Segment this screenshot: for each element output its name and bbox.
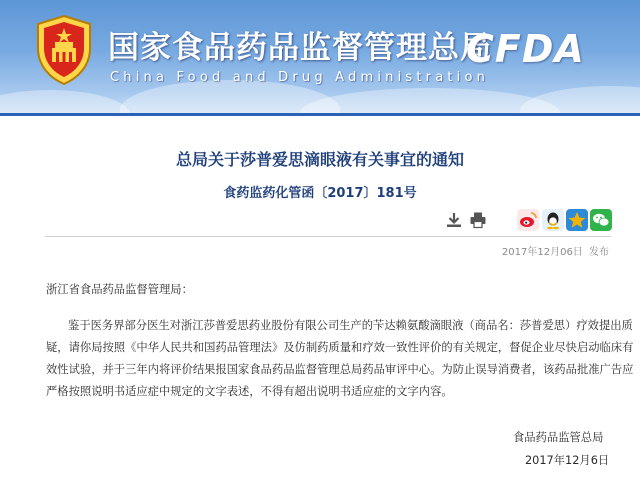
publish-label: 发布: [589, 247, 609, 258]
site-subtitle: China Food and Drug Administration: [110, 70, 490, 85]
site-banner: [0, 0, 640, 116]
body-line: 鉴于医务界部分医生对浙江莎普爱思药业股份有限公司生产的苄达赖氨酸滴眼液（商品名：莎普爱思）疗效提出质: [68, 319, 633, 332]
national-emblem-icon[interactable]: [32, 14, 96, 86]
publish-date: [502, 243, 609, 258]
signature: 食品药品监管总局: [513, 431, 604, 444]
qq-icon[interactable]: [542, 209, 564, 231]
qzone-icon[interactable]: [566, 209, 588, 231]
wechat-icon[interactable]: [590, 209, 612, 231]
document-number: 食药监药化管函〔2017〕181号: [223, 186, 417, 201]
body-line: 疑，请你局按照《中华人民共和国药品管理法》及仿制药质量和疗效一致性评价的有关规定，督促企业尽快启动临床有: [46, 341, 634, 354]
header-divider: [45, 236, 611, 237]
signature-date: 2017年12月6日: [525, 454, 610, 467]
cfda-logo[interactable]: CFDA: [466, 27, 585, 71]
print-icon[interactable]: [469, 211, 487, 229]
site-title: 国家食品药品监督管理总局: [108, 30, 492, 66]
body-line: 严格按照说明书适应症中规定的文字表述，不得有超出说明书适应症的文字内容。: [46, 385, 453, 398]
body-line: 效性试验，并于三年内将评价结果报国家食品药品监督管理总局药品审评中心。为防止误导消费者，该药品批准广告应: [46, 363, 634, 376]
publish-date-value: 2017年12月06日: [501, 247, 583, 258]
document-title: 总局关于莎普爱思滴眼液有关事宜的通知: [175, 150, 464, 169]
recipient: 浙江省食品药品监督管理局：: [46, 283, 193, 296]
weibo-icon[interactable]: [517, 209, 539, 231]
download-icon[interactable]: [445, 211, 463, 229]
banner-rule: [0, 113, 640, 116]
banner-cloud: [520, 86, 640, 116]
